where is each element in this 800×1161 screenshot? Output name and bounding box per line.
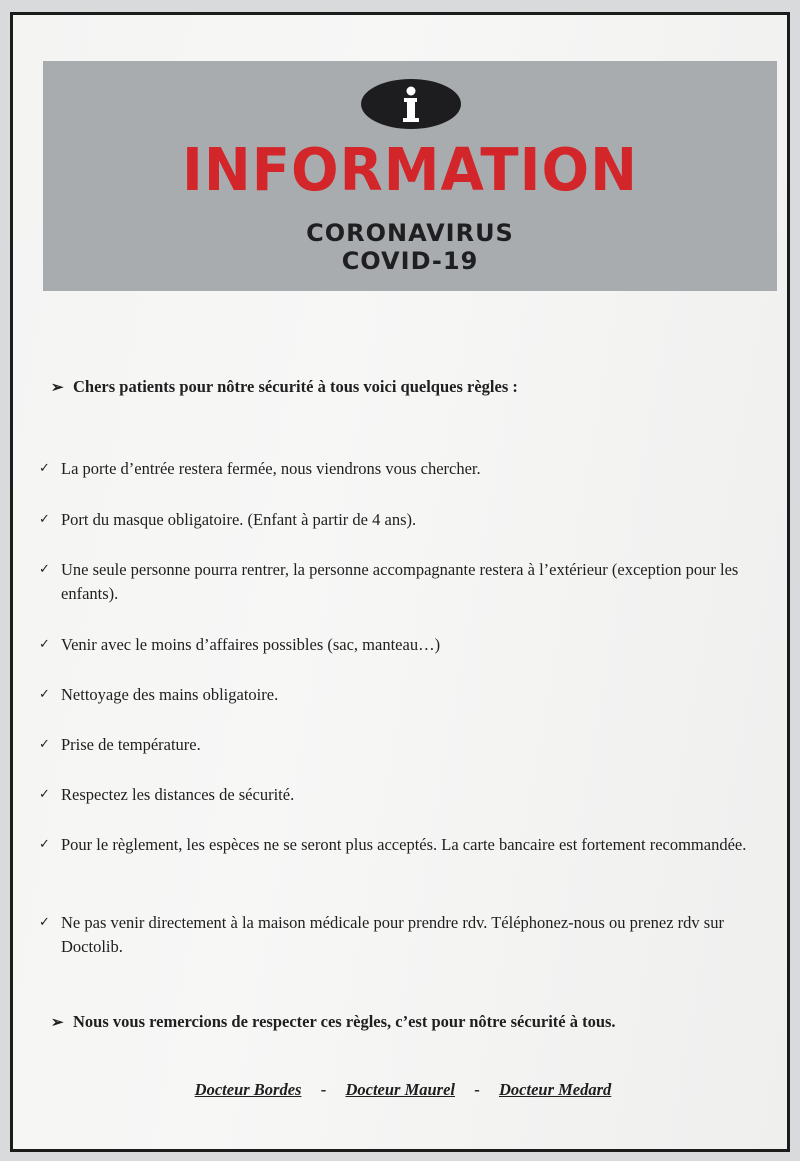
rule-text: Ne pas venir directement à la maison médicale pour prendre rdv. Téléphonez-nous ou prenez rdv sur Doctolib. — [61, 913, 724, 956]
header-banner — [43, 61, 777, 291]
rule-text: Nettoyage des mains obligatoire. — [61, 685, 279, 704]
intro-line — [51, 377, 518, 397]
signature-separator: - — [474, 1080, 480, 1099]
check-icon: ✓ — [39, 512, 50, 527]
rule-text: Venir avec le moins d’affaires possibles (sac, manteau…) — [61, 635, 441, 654]
signature-medard: Docteur Medard — [499, 1080, 612, 1099]
banner-subtitle-coronavirus: CORONAVIRUS — [306, 219, 514, 247]
intro-text: Chers patients pour nôtre sécurité à tous voici quelques règles : — [73, 377, 518, 396]
rule-item — [39, 508, 781, 532]
signature-line — [13, 1080, 793, 1100]
rule-text: Pour le règlement, les espèces ne se seront plus acceptés. La carte bancaire est fortement recommandée. — [61, 835, 747, 854]
outro-line — [51, 1012, 616, 1032]
rule-item — [39, 633, 781, 657]
outro-text: Nous vous remercions de respecter ces règles, c’est pour nôtre sécurité à tous. — [73, 1012, 616, 1031]
info-icon — [361, 79, 461, 129]
check-icon: ✓ — [39, 637, 50, 652]
rule-text: Port du masque obligatoire. (Enfant à partir de 4 ans). — [61, 510, 417, 529]
check-icon: ✓ — [39, 915, 50, 930]
check-icon: ✓ — [39, 687, 50, 702]
rule-text: Prise de température. — [61, 735, 201, 754]
rule-item — [39, 457, 781, 481]
signature-separator: - — [320, 1080, 327, 1099]
rule-item — [39, 911, 781, 959]
banner-subtitle-covid: COVID-19 — [341, 247, 479, 275]
banner-title: INFORMATION — [182, 136, 638, 205]
check-icon: ✓ — [39, 837, 50, 852]
rule-text: Respectez les distances de sécurité. — [61, 785, 295, 804]
signature-bordes: Docteur Bordes — [194, 1080, 302, 1099]
notice-sheet — [10, 12, 790, 1152]
rule-item — [39, 833, 781, 857]
rule-item — [39, 783, 781, 807]
rule-item — [39, 683, 781, 707]
check-icon: ✓ — [39, 562, 50, 577]
rule-item — [39, 733, 781, 757]
signature-maurel: Docteur Maurel — [345, 1080, 456, 1099]
check-icon: ✓ — [39, 787, 50, 802]
check-icon: ✓ — [39, 461, 50, 476]
rule-text: Une seule personne pourra rentrer, la personne accompagnante restera à l’extérieur (exception pour les enfants). — [61, 560, 739, 603]
arrow-bullet-icon: ➢ — [51, 1015, 64, 1031]
arrow-bullet-icon: ➢ — [51, 380, 64, 396]
check-icon: ✓ — [39, 737, 50, 752]
rule-text: La porte d’entrée restera fermée, nous viendrons vous chercher. — [61, 459, 481, 478]
rule-item — [39, 558, 781, 606]
